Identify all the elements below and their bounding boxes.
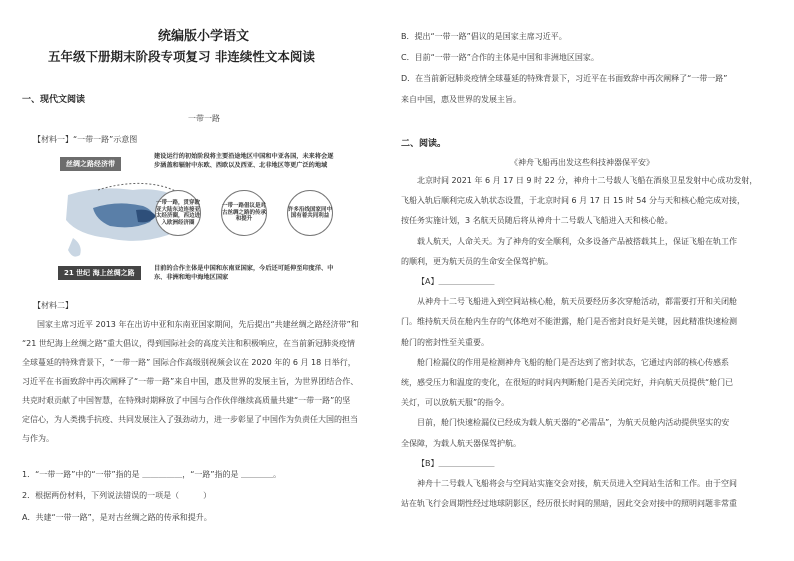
belt-road-diagram	[38, 150, 338, 292]
article-line: 目前，舱门快速检漏仪已经成为载人航天器的“必需品”，为航天员舱内活动提供坚实的安	[417, 418, 730, 428]
question-1: 1．“一带一路”中的“一带”指的是 ＿＿＿＿＿，“一路”指的是 ＿＿＿＿。	[22, 470, 282, 479]
para-line: 国家主席习近平 2013 年在出访中亚和东南亚国家期间，先后提出“共建丝绸之路经济带”和	[37, 320, 359, 329]
para-line: 共克时艰贡献了中国智慧，在特殊时期释放了中国与合作伙伴继续高质量共建“一带一路”的坚	[22, 396, 351, 405]
para-line: 与作为。	[22, 434, 54, 443]
option-d-line1: D．在当前新冠肺炎疫情全球蔓延的特殊背景下，习近平在书面致辞中再次阐释了“一带一路”	[401, 74, 728, 83]
article-line: 【A】＿＿＿＿＿＿＿	[417, 277, 495, 287]
article-line: 关灯，可以放航天服”的指令。	[401, 398, 510, 408]
para-line: 定信心，为人类携手抗疫、共同发展注入了强劲动力，进一步彰显了中国作为负责任大国的担当	[22, 415, 358, 424]
article-line: 按任务实施计划，3 名航天员随后将从神舟十二号载人飞船进入天和核心舱。	[401, 216, 673, 226]
article-line: 神舟十二号载人飞船将会与空间站实施交会对接，航天员进入空间站生活和工作。由于空间	[417, 479, 737, 489]
article-title: 《神舟飞船再出发这些科技神器保平安》	[510, 158, 654, 167]
article-line: 全保障，为载人航天器保驾护航。	[401, 438, 521, 448]
article-line: 门。维持航天员在舱内生存的气体绝对不能泄露，舱门是否密封良好是关键，因此精准快速检测	[401, 317, 737, 327]
option-c: C．目前“一带一路”合作的主体是中国和非洲地区国家。	[401, 53, 599, 62]
option-d-line2: 来自中国，惠及世界的发展主旨。	[401, 95, 521, 104]
para-line: “21 世纪海上丝绸之路”重大倡议，得到国际社会的高度关注和积极响应，在当前新冠肺炎疫情	[22, 339, 356, 348]
diagram-circle-3: 许多沿线国家同中国有着共同利益	[287, 190, 333, 236]
article-line: 统，感受压力和温度的变化，在很短的时间内判断舱门是否关闭完好，并向航天员提供“舱门已	[401, 378, 734, 388]
question-2: 2．根据两份材料，下列说法错误的一项是（ ）	[22, 491, 212, 500]
road-label: 21 世纪 海上丝绸之路	[58, 266, 141, 280]
article-line: 载人航天，人命关天。为了神舟的安全顺利，众多设备产品被搭载其上，保证飞船在轨工作	[417, 236, 737, 246]
article-line: 舱门的密封性至关重要。	[401, 337, 489, 347]
material2-label: 【材料二】	[33, 301, 73, 310]
para-line: 习近平在书面致辞中再次阐释了“一带一路”来自中国，惠及世界的发展主旨，为世界团结合作、	[22, 377, 359, 386]
section-heading-1: 一、现代文阅读	[22, 95, 86, 105]
passage-subtitle: 一带一路	[188, 114, 220, 123]
option-b: B．提出“一带一路”倡议的是国家主席习近平。	[401, 32, 567, 41]
para-line: 全球蔓延的特殊背景下，“一带一路” 国际合作高级别视频会议在 2020 年的 6 月 18 日举行，	[22, 358, 356, 367]
road-description: 目前的合作主体是中国和东南亚国家，今后还可延伸至印度洋、中东、非洲和地中海地区国家	[154, 265, 334, 281]
article-line: 站在轨飞行会周期性经过地球阴影区，经历很长时间的黑暗，因此交会对接中的照明问题非常重	[401, 499, 737, 509]
article-line: 飞船入轨后顺利完成入轨状态设置，于北京时间 6 月 17 日 15 时 54 分与天和核心舱完成对接，	[401, 196, 745, 206]
article-line: 舱门检漏仪的作用是检测神舟飞船的舱门是否达到了密封状态，它通过内部的核心传感系	[417, 357, 729, 367]
material2-paragraph	[22, 315, 377, 448]
diagram-circle-1: 一带一路，贯穿欧亚大陆东边连接亚太经济圈，西边进入欧洲经济圈	[155, 190, 201, 236]
diagram-circle-2: 一带一路倡议是对古丝绸之路的传承和提升	[221, 190, 267, 236]
article-line: 【B】＿＿＿＿＿＿＿	[417, 458, 495, 468]
belt-label: 丝绸之路经济带	[60, 157, 121, 171]
doc-title: 统编版小学语文	[158, 29, 250, 44]
article-body	[401, 171, 776, 514]
article-line: 的顺利，更为航天员的生命安全保驾护航。	[401, 256, 553, 266]
belt-description: 建设运行的初始阶段将主要沿途地区中国和中亚各国，未来将会逐步涵盖和辐射中东欧、西欧以及西亚、北非地区等更广泛的地域	[154, 153, 334, 169]
article-line: 北京时间 2021 年 6 月 17 日 9 时 22 分，神舟十二号载人飞船在酒泉卫星发射中心成功发射，	[417, 176, 758, 185]
doc-subtitle: 五年级下册期末阶段专项复习 非连续性文本阅读	[48, 49, 315, 64]
option-a: A．共建“一带一路”，是对古丝绸之路的传承和提升。	[22, 513, 212, 522]
article-line: 从神舟十二号飞船进入到空间站核心舱，航天员要经历多次穿舱活动，都需要打开和关闭舱	[417, 297, 737, 307]
section-heading-2: 二、阅读。	[401, 139, 447, 149]
material1-label: 【材料一】“一带一路”示意图	[33, 135, 138, 144]
